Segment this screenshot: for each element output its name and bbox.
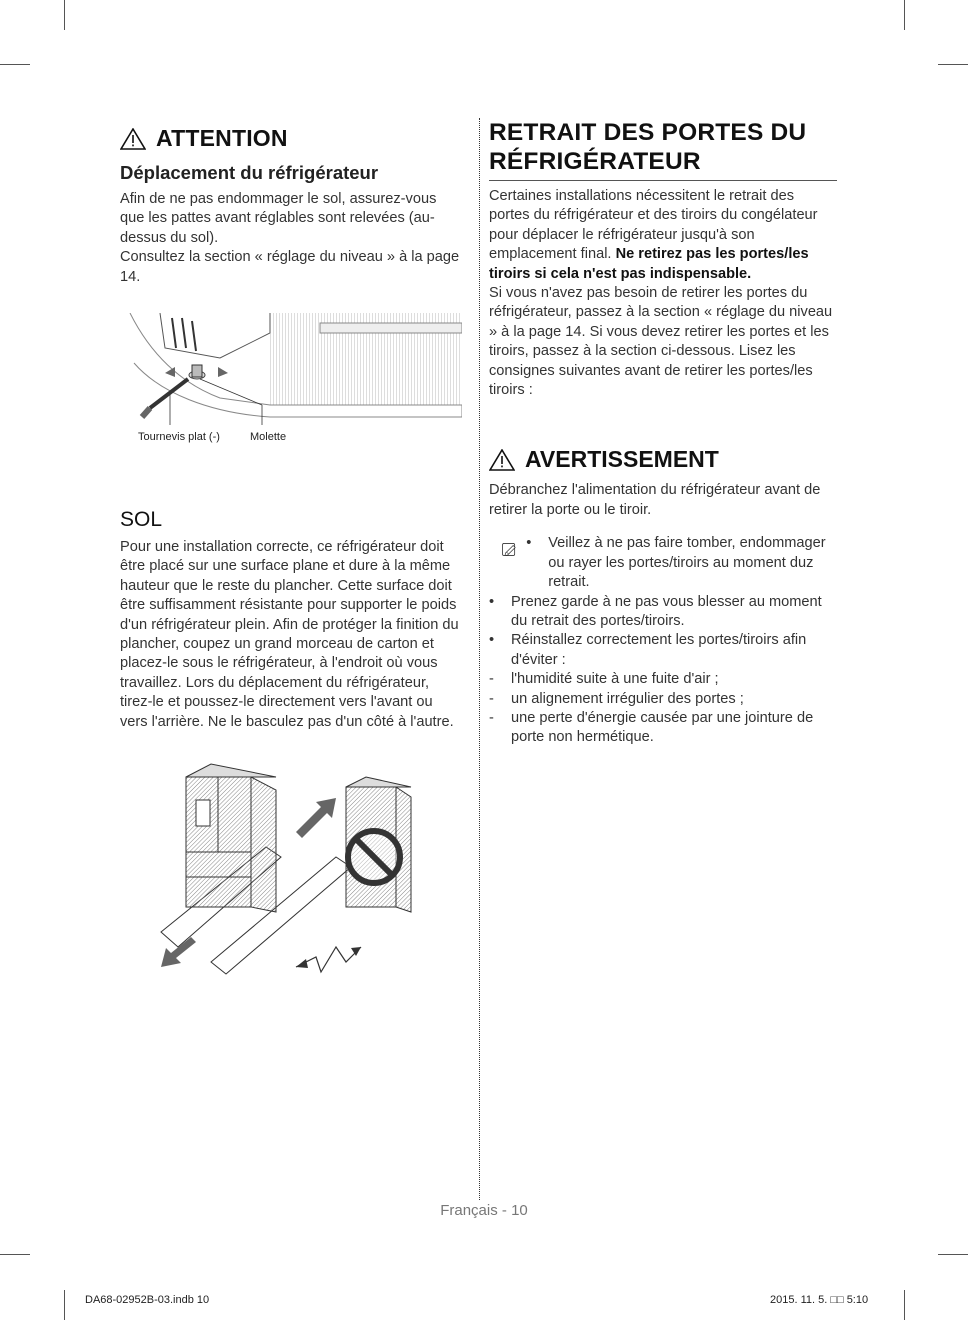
door-removal-intro bbox=[489, 187, 837, 400]
bullet-text: Réinstallez correctement les portes/tiroirs afin d'éviter : bbox=[511, 632, 807, 668]
dash-marker: - bbox=[489, 690, 494, 707]
print-slug-date: 2015. 11. 5. □□ 5:10 bbox=[770, 1294, 869, 1306]
crop-mark bbox=[64, 0, 65, 30]
bullet-dot: • bbox=[489, 593, 495, 610]
attention-heading bbox=[120, 125, 462, 152]
page-number: Français - 10 bbox=[440, 1202, 528, 1219]
list-item bbox=[489, 593, 837, 632]
warning-heading bbox=[489, 446, 837, 473]
attention-title: ATTENTION bbox=[156, 125, 288, 151]
dash-text: un alignement irrégulier des portes ; bbox=[511, 690, 744, 707]
right-column bbox=[489, 118, 837, 748]
title-rule bbox=[489, 180, 837, 181]
warning-text: Débranchez l'alimentation du réfrigérateur avant de retirer la porte ou le tiroir. bbox=[489, 482, 821, 518]
door-removal-title-line2: RÉFRIGÉRATEUR bbox=[489, 148, 701, 175]
dash-marker: - bbox=[489, 671, 494, 688]
moving-figure bbox=[156, 762, 416, 987]
floor-text: Pour une installation correcte, ce réfrigérateur doit être placé sur une surface plane et dure à la même hauteur que le reste du plancher. Cette surface doit être suffisamment résistante pour supporter le poids d'un réfrigérateur plein. Afin de protéger la finition du plancher, coupez un grand morceau de carton et placez-le sous le réfrigérateur, à l'endroit où vous travaillez. Lors du déplacement du réfrigérateur, tirez-le et poussez-le directement vers l'avant ou vers l'arrière. Ne le basculez pas d'un côté à l'autre. bbox=[120, 539, 459, 730]
bullet-text: Prenez garde à ne pas vous blesser au moment du retrait des portes/tiroirs. bbox=[511, 593, 822, 629]
list-item bbox=[489, 709, 837, 748]
crop-mark bbox=[904, 0, 905, 30]
list-item bbox=[489, 690, 837, 709]
note-item bbox=[526, 534, 837, 592]
moving-illustration bbox=[156, 762, 416, 987]
warning-triangle-icon bbox=[489, 449, 515, 471]
intro-text: Certaines installations nécessitent le retrait des portes du réfrigérateur et des tiroirs du congélateur pour déplacer le réfrigérateur jusqu'à son emplacement final. bbox=[489, 188, 818, 263]
crop-mark bbox=[0, 64, 30, 65]
bullet-dot: • bbox=[526, 535, 532, 552]
note-pencil-icon bbox=[501, 534, 518, 566]
crop-mark bbox=[64, 1290, 65, 1320]
note-bullet-text: Veillez à ne pas faire tomber, endommager ou rayer les portes/tiroirs au moment duz retrait. bbox=[548, 535, 826, 591]
note-block bbox=[489, 534, 837, 592]
leveling-illustration bbox=[120, 313, 462, 428]
crop-mark bbox=[0, 1254, 30, 1255]
door-removal-title-line1: RETRAIT DES PORTES DU bbox=[489, 119, 807, 146]
screwdriver-label: Tournevis plat (-) bbox=[138, 431, 220, 444]
column-divider bbox=[479, 118, 480, 1200]
moving-text bbox=[120, 190, 462, 287]
bullet-dot: • bbox=[489, 632, 495, 649]
dash-marker: - bbox=[489, 709, 494, 726]
print-slug-file: DA68-02952B-03.indb 10 bbox=[85, 1294, 210, 1306]
dash-text: l'humidité suite à une fuite d'air ; bbox=[511, 671, 719, 688]
list-item bbox=[489, 631, 837, 670]
list-item bbox=[489, 670, 837, 689]
wheel-label: Molette bbox=[250, 431, 287, 444]
leveling-figure bbox=[120, 313, 462, 448]
moving-paragraph-1: Afin de ne pas endommager le sol, assurez-vous que les pattes avant réglables sont relevées (au-dessus du sol). bbox=[120, 191, 437, 246]
warning-title: AVERTISSEMENT bbox=[525, 446, 719, 473]
left-column bbox=[120, 125, 462, 987]
crop-mark bbox=[938, 64, 968, 65]
intro-bold: Ne retirez pas les portes/les tiroirs si cela n'est pas indispensable. bbox=[489, 246, 809, 282]
bullet-list bbox=[489, 593, 837, 748]
crop-mark bbox=[938, 1254, 968, 1255]
warning-triangle-icon bbox=[120, 128, 146, 150]
door-removal-title bbox=[489, 118, 837, 176]
floor-title: SOL bbox=[120, 508, 163, 532]
moving-paragraph-2: Consultez la section « réglage du niveau » à la page 14. bbox=[120, 249, 460, 285]
intro-text-2: Si vous n'avez pas besoin de retirer les portes du réfrigérateur, passez à la section « réglage du niveau » à la page 14. Si vous devez retirer les portes et les tiroirs, passez à la section ci-dessous. Lisez les consignes suivantes avant de retirer les portes/les tiroirs : bbox=[489, 285, 833, 399]
dash-text: une perte d'énergie causée par une jointure de porte non hermétique. bbox=[511, 709, 814, 746]
crop-mark bbox=[904, 1290, 905, 1320]
moving-title: Déplacement du réfrigérateur bbox=[120, 162, 379, 183]
